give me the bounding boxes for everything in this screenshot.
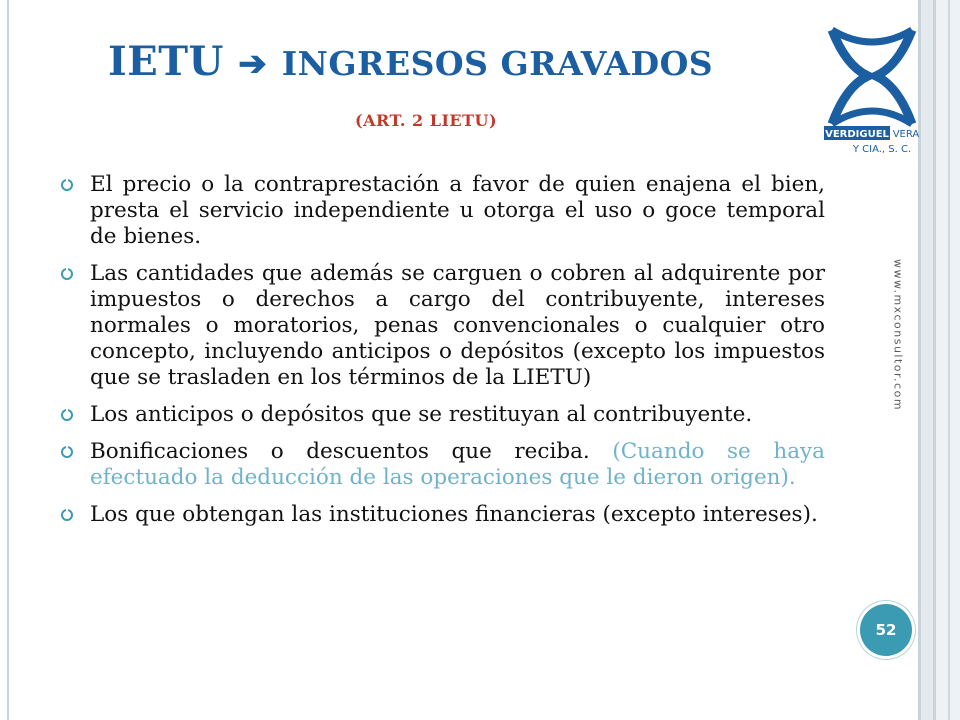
bullet-icon [60, 508, 74, 522]
item-text: Los anticipos o depósitos que se restituyan al contribuyente. [90, 402, 753, 427]
list-item [60, 261, 825, 391]
website-text: www.mxconsultor.com [891, 258, 905, 412]
item-text: Bonificaciones o descuentos que reciba. [90, 439, 590, 464]
page-number-badge [860, 604, 912, 656]
item-text: El precio o la contraprestación a favor de quien enajena el bien, presta el servicio independiente u otorga el uso o goce temporal de bienes. [90, 172, 825, 249]
title-main: IETU [108, 38, 224, 85]
arrow-icon: ➔ [238, 44, 268, 84]
list-item [60, 172, 825, 250]
bullet-icon [60, 267, 74, 281]
logo-suffix: VERA [892, 129, 920, 140]
list-item [60, 402, 825, 428]
bullet-icon [60, 178, 74, 192]
frame-left-line [7, 0, 9, 720]
bullet-list [60, 172, 825, 539]
company-logo [822, 26, 922, 154]
website-url [886, 250, 910, 420]
item-text: Las cantidades que además se carguen o cobren al adquirente por impuestos o derechos a cargo del contribuyente, intereses normales o moratorios, penas convencionales o cualquier otro concepto, incluyendo anticipos o depósitos (excepto los impuestos que se trasladen en los términos de la LIETU) [90, 261, 825, 390]
logo-name: VERDIGUEL [825, 129, 889, 140]
bullet-icon [60, 445, 74, 459]
title-rest: INGRESOS GRAVADOS [281, 44, 714, 83]
logo-line2: Y CIA., S. C. [852, 144, 912, 154]
slide-subtitle: (ART. 2 LIETU) [355, 111, 498, 130]
item-text: Los que obtengan las instituciones financieras (excepto intereses). [90, 502, 818, 527]
frame-right-band [921, 0, 933, 720]
frame-right-line [948, 0, 950, 720]
item-note: (Cuando se haya efectuado la deducción de las operaciones que le dieron origen). [90, 439, 825, 490]
bullet-icon [60, 408, 74, 422]
slide-title [108, 38, 808, 85]
list-item [60, 502, 825, 528]
list-item [60, 439, 825, 491]
page-number: 52 [875, 621, 897, 639]
